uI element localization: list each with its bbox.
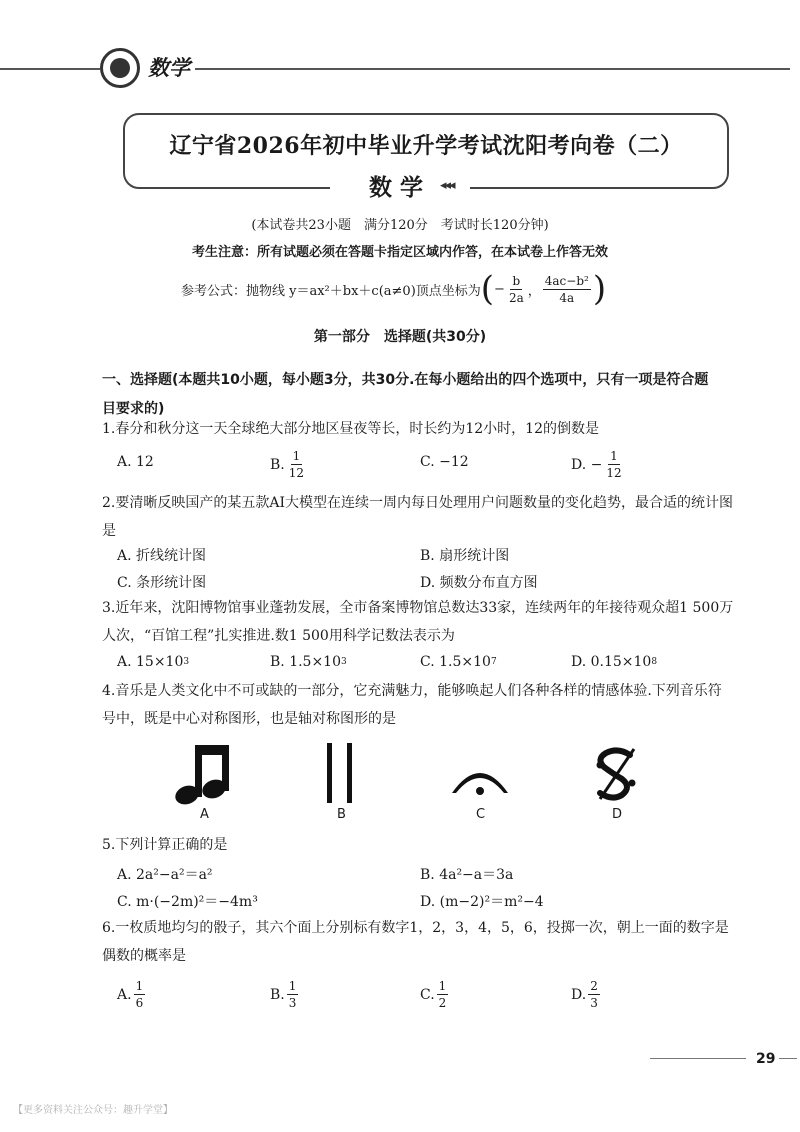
arrow-right-icon: ◂◂◂ — [440, 178, 454, 193]
q6-option-b[interactable] — [270, 978, 300, 1011]
q5-option-c[interactable] — [117, 891, 258, 911]
formula-fraction-2 — [543, 273, 591, 306]
question-1-stem: 1.春分和秋分这一天全球绝大部分地区昼夜等长，时长约为12小时，12的倒数是 — [102, 421, 599, 437]
subject-label: 数学 — [148, 56, 190, 80]
q3-a-base: A. 15×10 — [117, 654, 184, 670]
segno-icon[interactable] — [597, 749, 636, 799]
formula-neg: − — [494, 281, 505, 297]
q1-option-c[interactable] — [420, 454, 469, 470]
double-eighth-note-icon[interactable] — [173, 745, 229, 808]
q6-b-den: 3 — [288, 996, 297, 1010]
q6-c-fraction — [437, 978, 449, 1011]
q6-c-num: 1 — [438, 979, 447, 993]
q6-b-label: B. — [270, 986, 285, 1003]
q3-option-c[interactable]: C. 1.5×10 7 — [420, 654, 497, 670]
formula-left-paren: ( — [480, 269, 495, 309]
q6-a-label: A. — [117, 986, 132, 1003]
fermata-icon[interactable] — [452, 773, 508, 795]
q3-option-b[interactable]: B. 1.5×10 3 — [270, 654, 347, 670]
footer-line-left — [650, 1058, 746, 1059]
formula-f2-den: 4a — [559, 290, 575, 305]
q2-option-b[interactable] — [420, 545, 509, 565]
q6-d-num: 2 — [590, 979, 598, 993]
q1-b-den: 12 — [288, 466, 305, 480]
q4-label-b[interactable]: B — [337, 807, 346, 822]
formula-prefix: 参考公式：抛物线 y＝ax²＋bx＋c(a≠0)顶点坐标为 — [181, 283, 481, 299]
q1-b-fraction — [287, 448, 306, 481]
q1-b-num: 1 — [292, 449, 301, 463]
q5-option-b[interactable] — [420, 864, 513, 884]
q5-b-text: B. 4a²−a＝3a — [420, 867, 514, 883]
q6-option-a[interactable] — [117, 978, 147, 1011]
page-number: 29 — [756, 1051, 776, 1067]
question-4-stem: 4.音乐是人类文化中不可或缺的一部分，它充满魅力，能够唤起人们各种各样的情感体验.下列音乐符号中，既是中心对称图形，也是轴对称图形的是 — [102, 683, 722, 727]
q5-a-text: A. 2a²−a²＝a² — [117, 867, 213, 883]
q2-d-text: D. 频数分布直方图 — [420, 575, 538, 591]
formula-f2-num: 4ac−b² — [544, 273, 589, 288]
q2-c-text: C. 条形统计图 — [117, 575, 207, 591]
exam-info: (本试卷共23小题 满分120分 考试时长120分钟) — [251, 218, 549, 233]
exam-notice: 考生注意：所有试题必须在答题卡指定区域内作答，在本试卷上作答无效 — [191, 245, 608, 260]
q2-option-a[interactable] — [117, 545, 206, 565]
question-3-stem: 3.近年来，沈阳博物馆事业蓬勃发展，全市备案博物馆总数达33家，连续两年的年接待观众超1 500万人次，“百馆工程”扎实推进.数1 500用科学记数法表示为 — [102, 600, 734, 644]
q1-option-b[interactable] — [270, 448, 308, 481]
section-heading: 一、选择题(本题共10小题，每小题3分，共30分.在每小题给出的四个选项中，只有一项是符合题目要求的) — [102, 372, 709, 417]
q2-b-text: B. 扇形统计图 — [420, 548, 510, 564]
q6-d-fraction — [588, 978, 600, 1011]
formula-f1-num: b — [512, 273, 521, 288]
q6-c-den: 2 — [438, 996, 447, 1010]
double-bar-icon[interactable] — [327, 743, 352, 803]
q1-c-text: C. −12 — [420, 454, 469, 470]
watermark: 【更多资料关注公众号：趣升学堂】 — [13, 1105, 173, 1116]
logo-icon — [100, 48, 140, 88]
q3-c-base: C. 1.5×10 — [420, 654, 491, 670]
reference-formula — [181, 269, 607, 309]
q5-option-a[interactable] — [117, 864, 213, 884]
q5-d-text: D. (m−2)²＝m²−4 — [420, 894, 544, 910]
q6-option-c[interactable] — [420, 978, 450, 1011]
q6-d-label: D. — [571, 986, 587, 1003]
exam-title: 辽宁省2026年初中毕业升学考试沈阳考向卷（二） — [169, 133, 683, 159]
formula-comma: ， — [527, 283, 541, 299]
q6-a-fraction — [134, 978, 146, 1011]
q5-c-text: C. m·(−2m)²＝−4m³ — [117, 894, 258, 910]
question-6-stem: 6.一枚质地均匀的骰子，其六个面上分别标有数字1，2，3，4，5，6，投掷一次，朝上一面的数字是偶数的概率是 — [102, 920, 729, 964]
q1-option-a[interactable] — [117, 454, 154, 470]
q1-d-num: 1 — [610, 449, 618, 463]
question-2-stem: 2.要清晰反映国产的某五款AI大模型在连续一周内每日处理用户问题数量的变化趋势，最合适的统计图是 — [102, 495, 733, 539]
q3-b-base: B. 1.5×10 — [270, 654, 341, 670]
q6-a-den: 6 — [135, 996, 144, 1010]
q3-d-base: D. 0.15×10 — [571, 654, 652, 670]
question-5-stem: 5.下列计算正确的是 — [102, 837, 228, 853]
formula-f1-den: 2a — [508, 290, 524, 305]
q2-a-text: A. 折线统计图 — [117, 548, 207, 564]
footer-line-right — [779, 1058, 797, 1059]
q6-option-d[interactable] — [571, 978, 602, 1011]
exam-subtitle: 数学 — [330, 170, 470, 206]
q6-b-fraction — [287, 978, 299, 1011]
q1-d-den: 12 — [606, 466, 622, 480]
q1-b-label: B. — [270, 456, 285, 473]
q3-option-a[interactable]: A. 15×10 3 — [117, 654, 190, 670]
q6-d-den: 3 — [590, 996, 598, 1010]
q4-label-c[interactable]: C — [476, 807, 486, 822]
q5-option-d[interactable] — [420, 891, 544, 911]
q6-c-label: C. — [420, 986, 435, 1003]
part-title: 第一部分 选择题(共30分) — [313, 329, 487, 345]
q6-a-num: 1 — [135, 979, 144, 993]
formula-fraction-1 — [507, 273, 526, 306]
q1-option-d[interactable] — [571, 448, 626, 481]
q1-d-fraction — [604, 448, 623, 481]
q3-option-d[interactable]: D. 0.15×10 8 — [571, 654, 658, 670]
music-symbols — [0, 735, 800, 835]
q1-d-label: D. − — [571, 456, 603, 473]
q2-option-c[interactable] — [117, 572, 206, 592]
formula-right-paren: ) — [592, 269, 607, 309]
header-line-right — [195, 68, 790, 70]
q4-label-d[interactable]: D — [612, 807, 623, 822]
q1-a-text: A. 12 — [117, 454, 154, 470]
q2-option-d[interactable] — [420, 572, 538, 592]
q4-label-a[interactable]: A — [200, 807, 209, 822]
q6-b-num: 1 — [288, 979, 297, 993]
header-line-left — [0, 68, 100, 70]
